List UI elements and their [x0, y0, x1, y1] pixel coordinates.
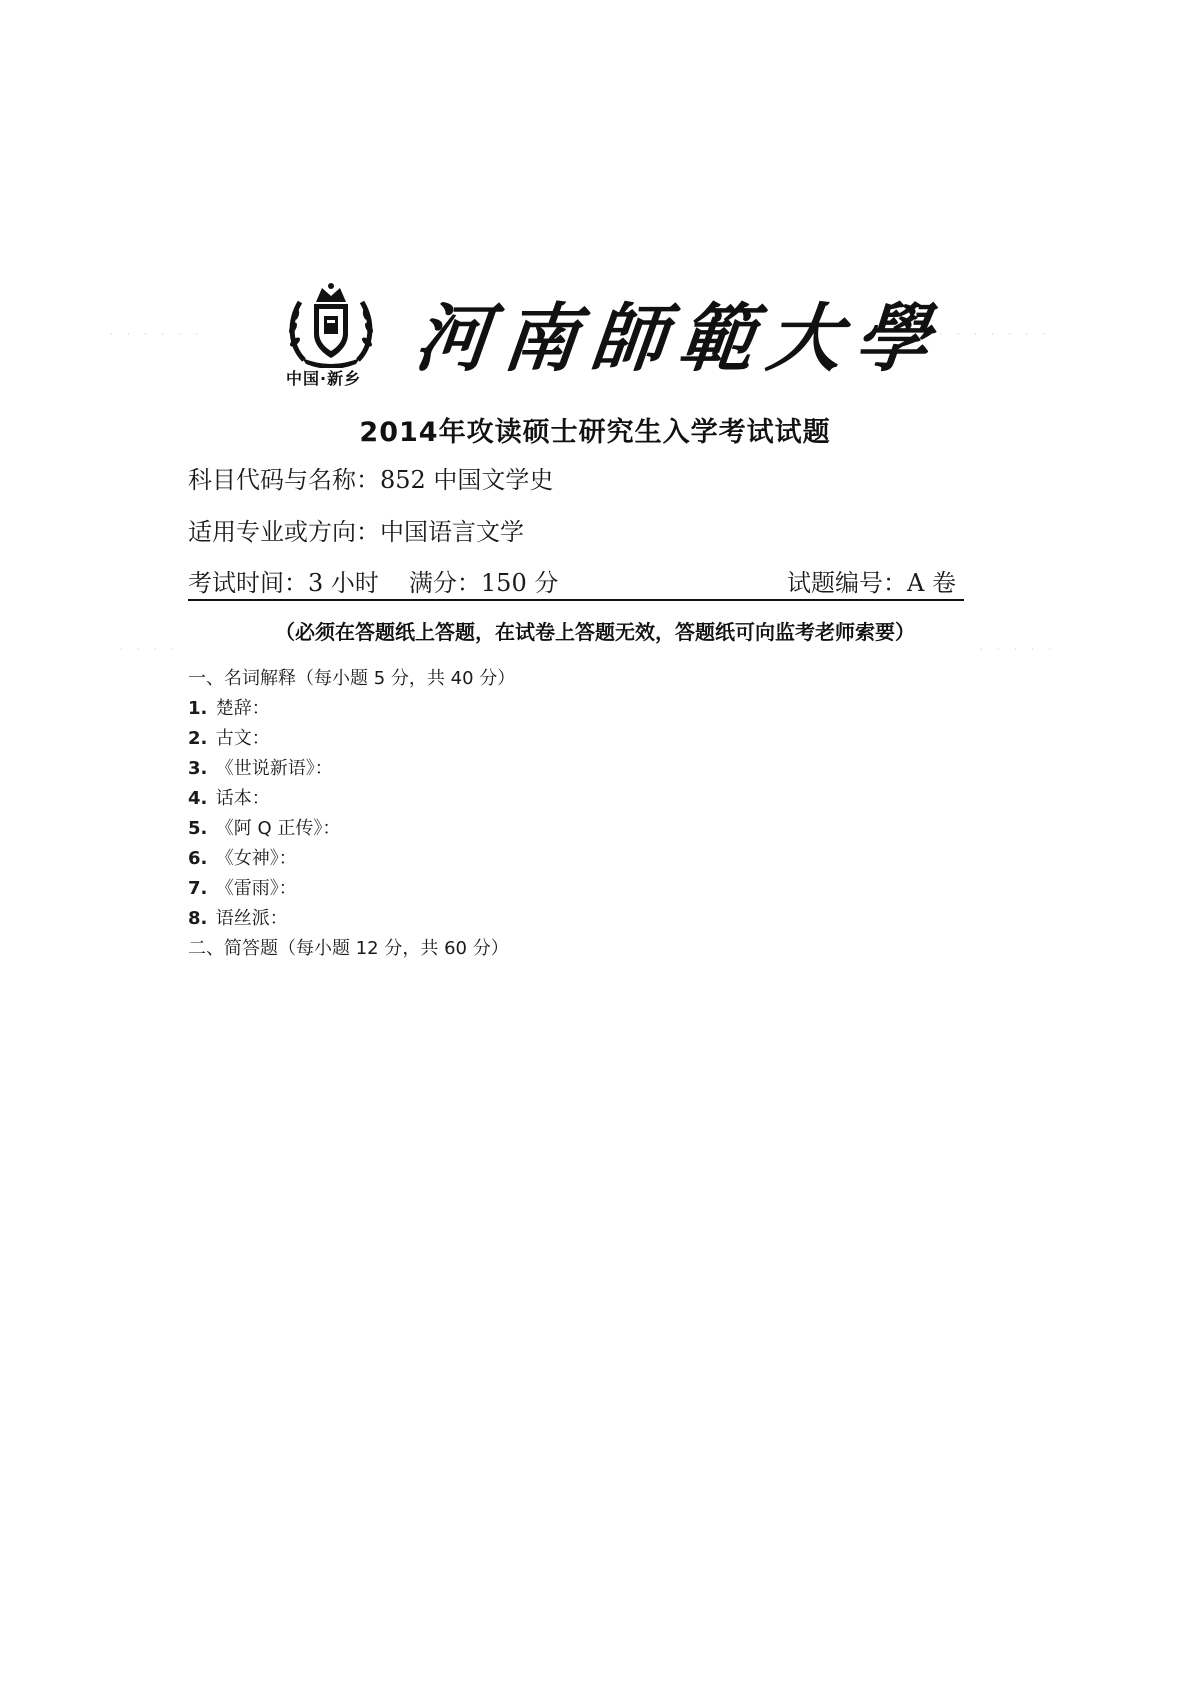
- list-item: [188, 814, 968, 844]
- subject-line: 科目代码与名称：852 中国文学史: [188, 466, 554, 494]
- emblem-caption: 中国·新乡: [286, 369, 362, 388]
- item-text: 话本：: [215, 788, 270, 809]
- item-text: 《阿 Q 正传》：: [215, 818, 341, 839]
- list-item: [188, 694, 968, 724]
- section-heading: 二、简答题（每小题 12 分，共 60 分）: [188, 938, 509, 959]
- list-item: [188, 784, 968, 814]
- list-item: [188, 754, 968, 784]
- scan-artifact: · · · · · · ·: [940, 330, 1052, 339]
- exam-duration: 考试时间：3 小时: [188, 569, 379, 597]
- scan-artifact: · · · · · ·: [110, 330, 204, 339]
- document-header: [286, 272, 948, 392]
- list-item: [188, 724, 968, 754]
- item-text: 语丝派：: [215, 908, 288, 929]
- item-number: 8.: [188, 908, 208, 929]
- list-item: [188, 874, 968, 904]
- item-number: 3.: [188, 758, 208, 779]
- answer-sheet-notice: （必须在答题纸上答题，在试卷上答题无效，答题纸可向监考老师索要）: [275, 620, 915, 644]
- item-number: 1.: [188, 698, 208, 719]
- university-name: 河南師範大學: [410, 296, 948, 382]
- exam-title: 2014年攻读硕士研究生入学考试试题: [359, 417, 831, 448]
- question-list: [188, 664, 968, 964]
- time-score-group: [188, 563, 558, 598]
- university-emblem-icon: [286, 282, 376, 368]
- major-line: 适用专业或方向：中国语言文学: [188, 518, 524, 546]
- full-score: 满分：150 分: [408, 569, 559, 597]
- item-text: 《雷雨》：: [215, 878, 297, 899]
- item-number: 2.: [188, 728, 208, 749]
- list-item: [188, 844, 968, 874]
- item-number: 6.: [188, 848, 208, 869]
- scan-artifact: · · · · ·: [980, 645, 1057, 654]
- scan-artifact: · · · ·: [120, 645, 180, 654]
- list-item: [188, 904, 968, 934]
- paper-id: 试题编号：A 卷: [787, 569, 956, 597]
- exam-info-row: [188, 563, 964, 601]
- item-text: 《世说新语》：: [215, 758, 333, 779]
- section-heading: 一、名词解释（每小题 5 分，共 40 分）: [188, 668, 516, 689]
- item-text: 古文：: [215, 728, 270, 749]
- item-number: 4.: [188, 788, 208, 809]
- item-number: 7.: [188, 878, 208, 899]
- item-number: 5.: [188, 818, 208, 839]
- item-text: 《女神》：: [215, 848, 297, 869]
- item-text: 楚辞：: [215, 698, 270, 719]
